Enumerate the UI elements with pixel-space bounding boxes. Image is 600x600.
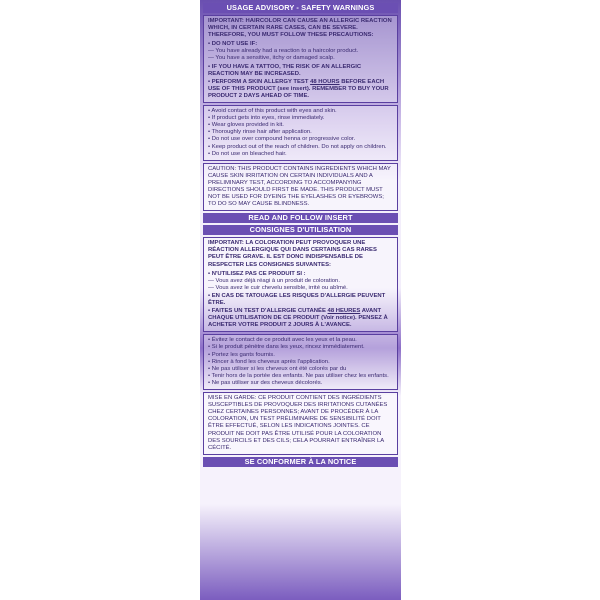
- list-item: • Tenir hors de la portée des enfants. Ne pas utiliser chez les enfants.: [208, 372, 389, 379]
- fr-instructions-box: [203, 334, 398, 390]
- list-item: • Avoid contact of this product with eyes and skin.: [208, 108, 337, 115]
- list-item: • Keep product out of the reach of children. Do not apply on children.: [208, 143, 387, 150]
- en-caution-text: CAUTION: THIS PRODUCT CONTAINS INGREDIENTS WHICH MAY CAUSE SKIN IRRITATION ON CERTAIN INDIVIDUALS AND A PRELIMINARY TEST, ACCORDING TO ACCOMPANYING DIRECTIONS SHOULD FIRST BE MADE. THIS PRODUCT MUST NOT BE USED FOR DYEING THE EYELASHES OR EYEBROWS; TO DO SO MAY CAUSE BLINDNESS.: [208, 165, 391, 208]
- list-item: • Do not use over compound henna or progressive color.: [208, 136, 356, 143]
- fr-reason-2: — Vous avez le cuir chevelu sensible, irrité ou abîmé.: [208, 284, 348, 291]
- fr-caution-text: MISE EN GARDE: CE PRODUIT CONTIENT DES INGRÉDIENTS SUSCEPTIBLES DE PROVOQUER DES IRRITATIONS CUTANÉES CHEZ CERTAINES PERSONNES; AVANT DE PROCÉDER À LA COLORATION, UN TEST PRÉLIMINAIRE DE SENSIBILITÉ DOIT ÊTRE EFFECTUÉ, SELON LES INDICATIONS JOINTES. CE PRODUIT NE DOIT PAS ÊTRE UTILISÉ POUR LA COLORATION DES SOURCILS ET DES CILS; CELA POURRAIT ENTRAÎNER LA CÉCITÉ.: [208, 395, 388, 451]
- list-item: • Do not use on bleached hair.: [208, 150, 287, 157]
- en-do-not-use: • DO NOT USE IF:: [208, 41, 258, 48]
- fr-caution-box: [203, 392, 398, 455]
- fr-tattoo-warning: • EN CAS DE TATOUAGE LES RISQUES D'ALLERGIE PEUVENT ÊTRE.: [208, 292, 386, 306]
- fr-precautions-box: [203, 237, 398, 332]
- fr-intro: IMPORTANT: LA COLORATION PEUT PROVOQUER UNE RÉACTION ALLERGIQUE QUI DANS CERTAINS CAS RARES PEUT ÊTRE GRAVE. IL EST DONC INDISPENSABLE DE RESPECTER LES CONSIGNES SUIVANTES:: [208, 240, 377, 268]
- en-precautions-box: [203, 15, 398, 103]
- list-item: • Ne pas utiliser si les cheveux ont été colorés par du: [208, 365, 347, 372]
- en-instructions-box: [203, 105, 398, 161]
- en-tattoo-warning: • IF YOU HAVE A TATTOO, THE RISK OF AN ALLERGIC REACTION MAY BE INCREASED.: [208, 63, 362, 77]
- conform-notice: SE CONFORMER À LA NOTICE: [203, 457, 398, 467]
- list-item: • Wear gloves provided in kit.: [208, 122, 284, 129]
- warning-panel: [200, 0, 401, 600]
- list-item: • Rincer à fond les cheveux après l'application.: [208, 358, 330, 365]
- en-skin-test: • PERFORM A SKIN ALLERGY TEST 48 HOURS BEFORE EACH USE OF THIS PRODUCT (see insert). REMEMBER TO BUY YOUR PRODUCT 2 DAYS AHEAD OF TIME.: [208, 78, 389, 99]
- list-item: • Ne pas utiliser sur des cheveux décolorés.: [208, 379, 323, 386]
- en-caution-box: [203, 163, 398, 212]
- panel-content: [203, 3, 398, 467]
- en-reason-2: — You have a sensitive, itchy or damaged scalp.: [208, 55, 335, 62]
- fr-do-not-use: • N'UTILISEZ PAS CE PRODUIT SI :: [208, 270, 306, 277]
- fr-instructions-list: [208, 337, 393, 387]
- en-intro: IMPORTANT: HAIRCOLOR CAN CAUSE AN ALLERGIC REACTION WHICH, IN CERTAIN RARE CASES, CAN BE SEVERE. THEREFORE, YOU MUST FOLLOW THESE PRECAUTIONS:: [208, 18, 392, 39]
- list-item: • If product gets into eyes, rinse immediately.: [208, 115, 325, 122]
- read-follow-insert: READ AND FOLLOW INSERT: [203, 213, 398, 223]
- list-item: • Thoroughly rinse hair after application.: [208, 129, 312, 136]
- en-reason-1: — You have already had a reaction to a haircolor product.: [208, 48, 359, 55]
- fr-title: CONSIGNES D'UTILISATION: [203, 225, 398, 235]
- advisory-title: USAGE ADVISORY - SAFETY WARNINGS: [203, 3, 398, 13]
- fr-skin-test: • FAITES UN TEST D'ALLERGIE CUTANÉE 48 HEURES AVANT CHAQUE UTILISATION DE CE PRODUIT (Voir notice). PENSEZ À ACHETER VOTRE PRODUIT 2 JOURS À L'AVANCE.: [208, 308, 388, 329]
- list-item: • Portez les gants fournis.: [208, 351, 275, 358]
- list-item: • Évitez le contact de ce produit avec les yeux et la peau.: [208, 337, 357, 344]
- fr-reason-1: — Vous avez déjà réagi à un produit de coloration.: [208, 277, 340, 284]
- list-item: • Si le produit pénètre dans les yeux, rincez immédiatement.: [208, 344, 365, 351]
- en-instructions-list: [208, 108, 393, 158]
